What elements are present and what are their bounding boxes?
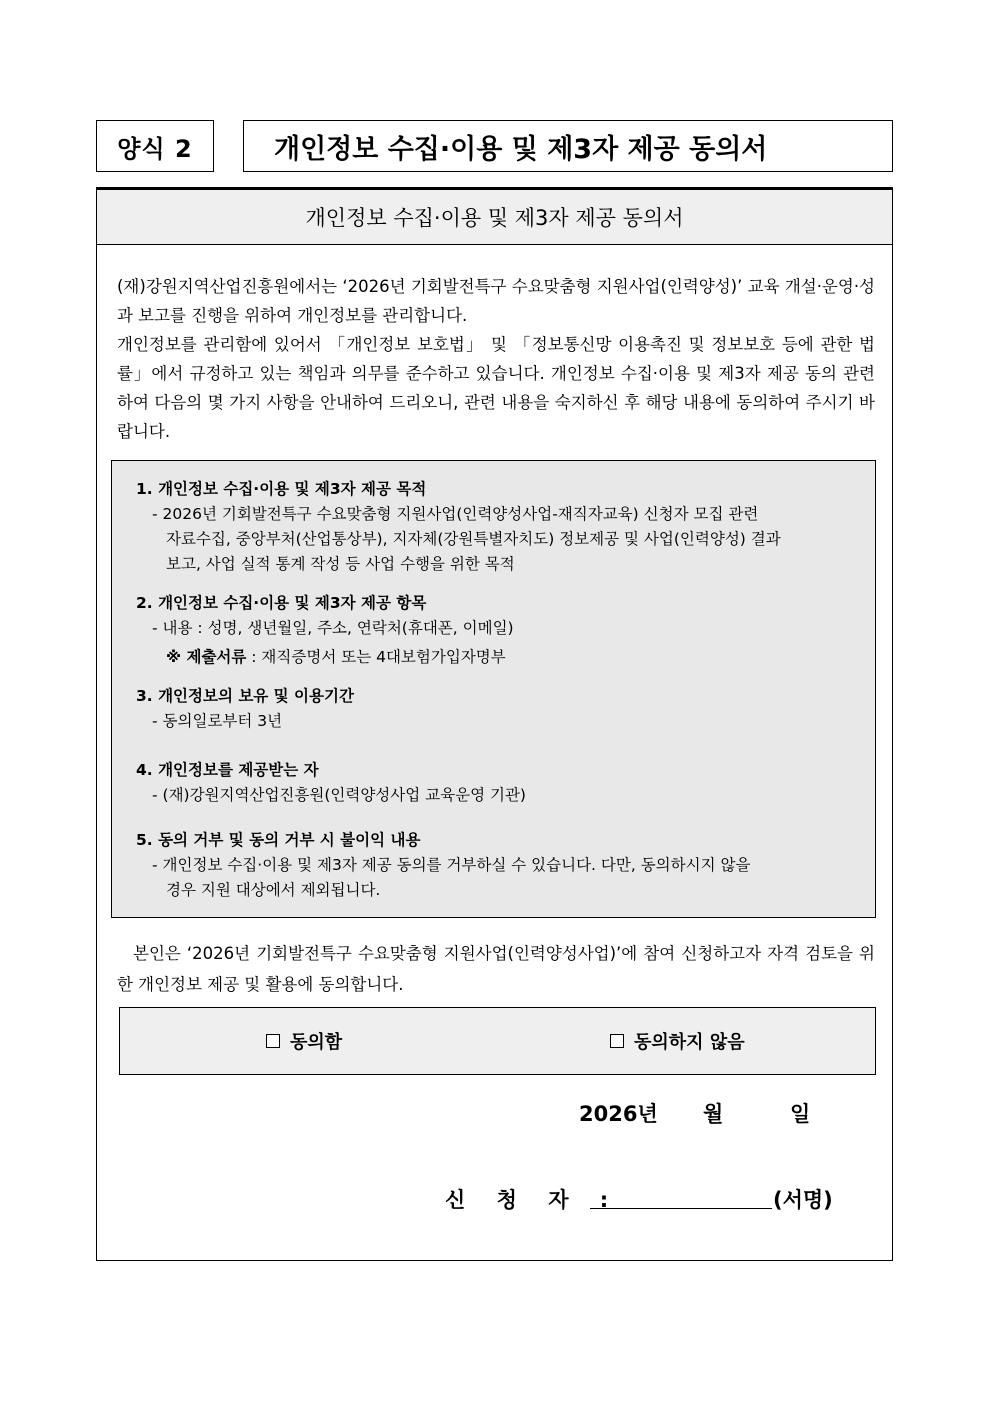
agreement-statement <box>117 938 875 1000</box>
term-line: - 내용 : 성명, 생년월일, 주소, 연락처(휴대폰, 이메일) <box>152 619 514 637</box>
signature-line[interactable] <box>590 1208 772 1209</box>
term-line: - 2026년 기회발전특구 수요맞춤형 지원사업(인력양성사업-재직자교육) 신청자 모집 관련 <box>152 505 759 523</box>
term-title: 3. 개인정보의 보유 및 이용기간 <box>136 687 354 705</box>
agree-option[interactable] <box>266 1028 342 1054</box>
note-label: ※ 제출서류 <box>166 648 247 666</box>
intro-paragraph: (재)강원지역산업진흥원에서는 ‘2026년 기회발전특구 수요맞춤형 지원사업(인력양성)’ 교육 개설·운영·성과 보고를 진행을 위하여 개인정보를 관리합니다. <box>117 277 875 325</box>
form-number-label: 양식 2 <box>96 120 214 172</box>
term-title: 2. 개인정보 수집·이용 및 제3자 제공 항목 <box>136 594 427 612</box>
term-retention <box>136 684 851 734</box>
inner-title: 개인정보 수집·이용 및 제3자 제공 동의서 <box>97 190 892 245</box>
term-purpose <box>136 477 851 577</box>
date-month: 월 <box>703 1102 724 1126</box>
date-day: 일 <box>790 1102 811 1126</box>
term-refusal <box>136 828 851 903</box>
disagree-option[interactable] <box>610 1028 745 1054</box>
term-line: 자료수집, 중앙부처(산업통상부), 지자체(강원특별자치도) 정보제공 및 사업(인력양성) 결과 <box>166 530 781 548</box>
term-line: 경우 지원 대상에서 제외됩니다. <box>166 881 381 899</box>
term-line: - 동의일로부터 3년 <box>152 712 283 730</box>
term-title: 5. 동의 거부 및 동의 거부 시 불이익 내용 <box>136 831 421 849</box>
term-line: - (재)강원지역산업진흥원(인력양성사업 교육운영 기관) <box>152 786 526 804</box>
form-title: 개인정보 수집·이용 및 제3자 제공 동의서 <box>243 120 893 172</box>
date-year: 2026년 <box>579 1102 658 1126</box>
note-text: : 재직증명서 또는 4대보험가입자명부 <box>246 648 506 666</box>
term-title: 4. 개인정보를 제공받는 자 <box>136 761 319 779</box>
intro-paragraph: 개인정보를 관리함에 있어서 「개인정보 보호법」 및 「정보통신망 이용촉진 및 정보보호 등에 관한 법률」에서 규정하고 있는 책임과 의무를 준수하고 있습니다. 개인정보 수집·이용 및 제3자 제공 동의 관련하여 다음의 몇 가지 사항을 안내하여 드리오니, 관련 내용을 숙지하신 후 해당 내용에 동의하여 주시기 바랍니다. <box>117 335 875 441</box>
term-title: 1. 개인정보 수집·이용 및 제3자 제공 목적 <box>136 480 427 498</box>
consent-form-frame <box>96 187 893 1261</box>
intro-text <box>117 272 875 446</box>
term-line: - 개인정보 수집·이용 및 제3자 제공 동의를 거부하실 수 있습니다. 다만, 동의하시지 않을 <box>152 856 751 874</box>
signature-mark: (서명) <box>773 1188 833 1212</box>
consent-choice-box <box>119 1007 876 1075</box>
agree-checkbox[interactable] <box>266 1034 280 1048</box>
terms-box <box>111 460 876 918</box>
required-documents-note <box>136 645 851 670</box>
agreement-text: 본인은 ‘2026년 기회발전특구 수요맞춤형 지원사업(인력양성사업)’에 참여 신청하고자 자격 검토을 위한 개인정보 제공 및 활용에 동의합니다. <box>117 944 875 994</box>
term-items <box>136 591 851 670</box>
term-recipient <box>136 758 851 808</box>
agree-label: 동의함 <box>290 1032 343 1053</box>
disagree-label: 동의하지 않음 <box>634 1032 745 1053</box>
disagree-checkbox[interactable] <box>610 1034 624 1048</box>
applicant-label: 신 청 자 : <box>445 1188 621 1212</box>
term-line: 보고, 사업 실적 통계 작성 등 사업 수행을 위한 목적 <box>166 555 515 573</box>
